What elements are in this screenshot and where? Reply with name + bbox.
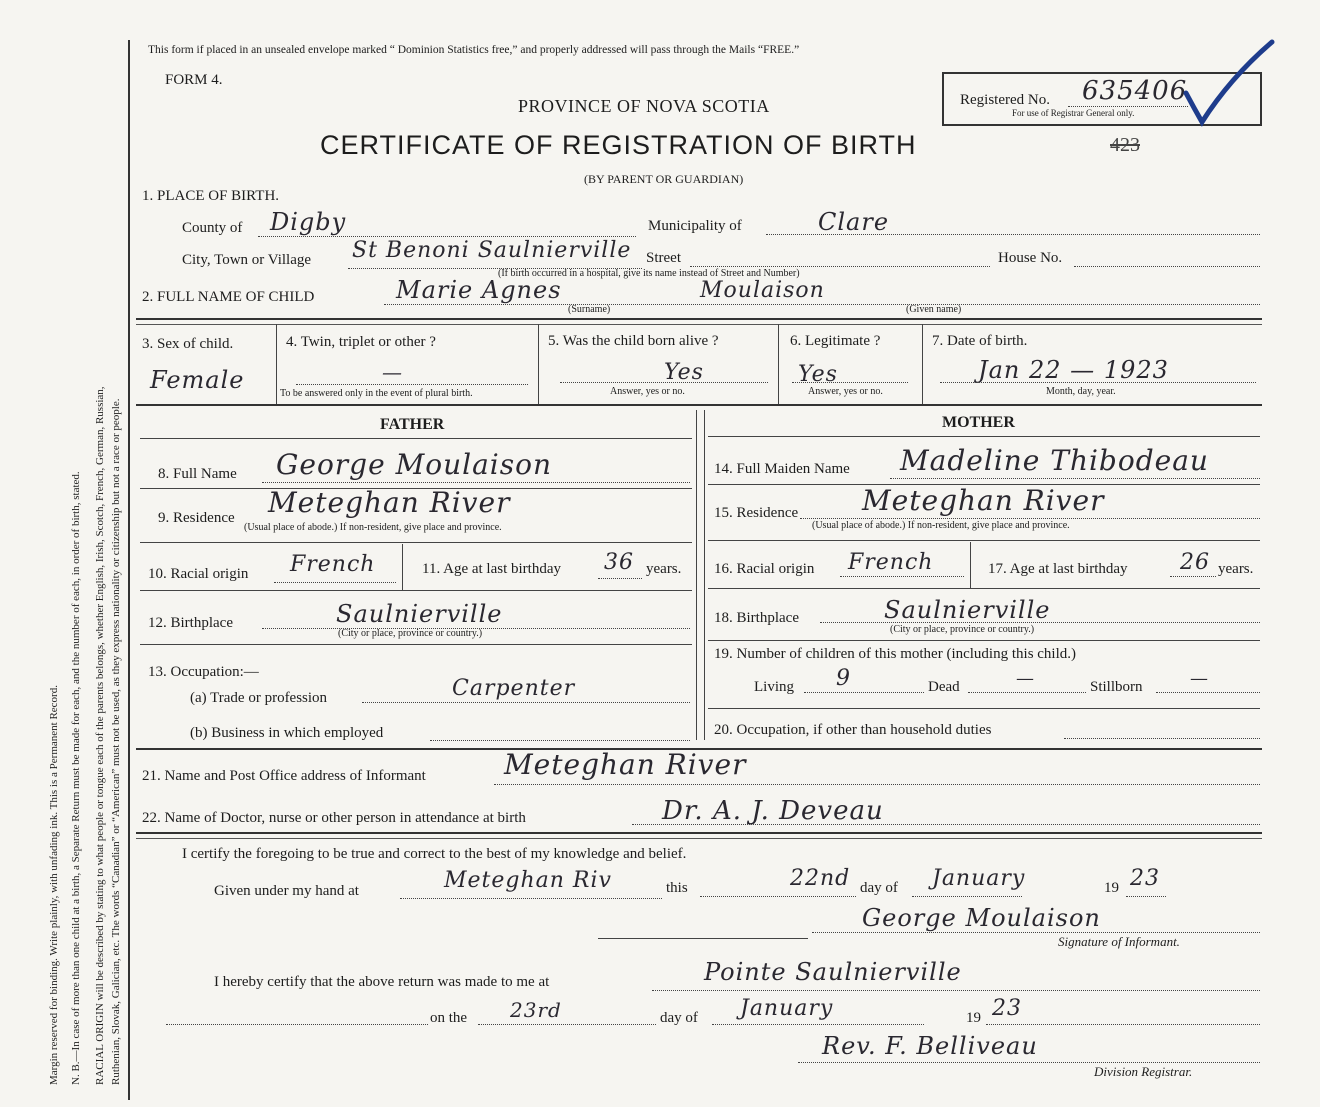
informant-signature-label: Signature of Informant. [1058,934,1180,949]
father-residence-label: 9. Residence [158,510,235,526]
informant-label: 21. Name and Post Office address of Informant [142,768,426,784]
mother-residence-value: Meteghan River [862,484,1105,517]
page-subtitle: (BY PARENT OR GUARDIAN) [584,172,744,186]
certify-place: Meteghan Riv [444,868,612,893]
place-of-birth-label: 1. PLACE OF BIRTH. [142,188,280,204]
street-note: (If birth occurred in a hospital, give its name instead of Street and Number) [498,268,800,279]
page-title: CERTIFICATE OF REGISTRATION OF BIRTH [320,130,917,160]
father-occupation-label: 13. Occupation:— [148,664,259,680]
registrar-signature: Rev. F. Belliveau [822,1032,1038,1060]
municipality-label: Municipality of [648,218,742,234]
city-value: St Benoni Saulnierville [352,238,632,263]
city-label: City, Town or Village [182,252,312,268]
day-of-label: day of [860,880,898,896]
dob-note: Month, day, year. [1046,386,1116,397]
informant-value: Meteghan River [504,748,747,781]
this-label: this [666,880,688,896]
father-age-label: 11. Age at last birthday [422,561,561,577]
mother-birthplace-value: Saulnierville [884,596,1051,624]
mother-age-value: 26 [1180,550,1210,575]
twin-label: 4. Twin, triplet or other ? [286,334,436,350]
father-name-label: 8. Full Name [158,466,237,482]
alive-value: Yes [664,360,704,385]
father-residence-note: (Usual place of abode.) If non-resident, give place and province. [244,522,502,533]
father-racial-value: French [290,552,376,577]
father-birthplace-note: (City or place, province or country.) [338,628,483,639]
mother-years-label: years. [1218,561,1254,577]
father-business-label: (b) Business in which employed [190,725,384,741]
informant-signature: George Moulaison [862,904,1101,932]
house-label: House No. [998,250,1063,266]
father-trade-label: (a) Trade or profession [190,690,328,706]
mother-heading: MOTHER [942,414,1015,431]
mother-name-label: 14. Full Maiden Name [714,461,850,477]
stillborn-label: Stillborn [1090,679,1143,695]
twin-value: — [382,360,403,384]
living-value: 9 [836,666,851,691]
margin-note-racial-origin-cont: Ruthenian, Slovak, Galician, etc. The words “Canadian” or “American” must not be used, as they express nationality or citizenship but not a race or people. [110,398,122,1085]
registered-label: Registered No. [960,92,1050,108]
mother-children-label: 19. Number of children of this mother (including this child.) [714,646,1077,662]
struck-number: 423 [1110,134,1140,156]
registrar-note: For use of Registrar General only. [1012,108,1135,118]
registrar-year-suffix: 23 [992,996,1022,1021]
mother-occupation-label: 20. Occupation, if other than household duties [714,722,992,738]
child-given-name: Marie Agnes [396,276,562,304]
municipality-value: Clare [818,208,890,236]
father-years-label: years. [646,561,682,577]
father-residence-value: Meteghan River [268,486,511,519]
father-racial-label: 10. Racial origin [148,566,249,582]
street-label: Street [646,250,681,266]
registrar-month: January [740,996,834,1021]
mother-racial-value: French [848,550,934,575]
registrar-signature-label: Division Registrar. [1094,1064,1193,1079]
father-birthplace-label: 12. Birthplace [148,615,233,631]
registrar-statement: I hereby certify that the above return was made to me at [214,974,550,990]
certify-statement: I certify the foregoing to be true and correct to the best of my knowledge and belief. [182,846,687,862]
mother-name-value: Madeline Thibodeau [900,444,1209,477]
certify-month: January [932,866,1026,891]
mother-birthplace-note: (City or place, province or country.) [890,624,1035,635]
dob-label: 7. Date of birth. [932,333,1028,349]
father-trade-value: Carpenter [452,676,576,701]
child-name-label: 2. FULL NAME OF CHILD [142,289,315,305]
dead-label: Dead [928,679,960,695]
twin-note: To be answered only in the event of plural birth. [280,388,473,399]
county-value: Digby [270,208,347,236]
certify-year-prefix: 19 [1104,880,1119,896]
father-birthplace-value: Saulnierville [336,600,503,628]
alive-note: Answer, yes or no. [610,386,685,397]
margin-note-binding: Margin reserved for binding. Write plainly, with unfading ink. This is a Permanent Record. [48,685,60,1085]
given-name-note: (Given name) [906,304,962,315]
legitimate-label: 6. Legitimate ? [790,333,881,349]
mail-note: This form if placed in an unsealed envelope marked “ Dominion Statistics free,” and properly addressed will pass through the Mails “FREE.” [148,44,800,56]
registered-number: 635406 [1082,76,1188,106]
checkmark-icon [1180,38,1280,128]
registrar-year-prefix: 19 [966,1010,981,1026]
mother-residence-label: 15. Residence [714,505,799,521]
father-age-value: 36 [604,550,634,575]
registrar-day-of-label: day of [660,1010,698,1026]
certify-year-suffix: 23 [1130,866,1160,891]
given-under-label: Given under my hand at [214,883,359,899]
child-surname: Moulaison [700,278,825,303]
mother-racial-label: 16. Racial origin [714,561,815,577]
sex-label: 3. Sex of child. [142,336,234,352]
stillborn-value: — [1190,668,1209,689]
sex-value: Female [150,366,245,394]
father-heading: FATHER [380,416,445,433]
surname-note: (Surname) [568,304,611,315]
mother-residence-note: (Usual place of abode.) If non-resident, give place and province. [812,520,1070,531]
doctor-value: Dr. A. J. Deveau [662,796,884,826]
legitimate-note: Answer, yes or no. [808,386,883,397]
registrar-day: 23rd [510,998,562,1022]
binding-margin-line [128,40,130,1100]
county-label: County of [182,220,243,236]
province-heading: PROVINCE OF NOVA SCOTIA [518,96,770,116]
legitimate-value: Yes [798,362,838,387]
margin-note-racial-origin: RACIAL ORIGIN will be described by stating to what people or tongue each of the parents belongs, whether English, Irish, Scotch, French, German, Russian, [94,386,106,1085]
certify-day: 22nd [790,866,851,891]
dead-value: — [1016,668,1035,689]
doctor-label: 22. Name of Doctor, nurse or other person in attendance at birth [142,810,526,826]
living-label: Living [754,679,794,695]
margin-note-multiple-births: N. B.—In case of more than one child at a birth, a Separate Return must be made for each, and the number of each, in order of birth, stated. [70,471,82,1085]
father-name-value: George Moulaison [276,448,552,481]
dob-value: Jan 22 — 1923 [978,356,1169,384]
form-number: FORM 4. [165,72,223,88]
on-the-label: on the [430,1010,468,1026]
registrar-place: Pointe Saulnierville [704,958,962,986]
mother-age-label: 17. Age at last birthday [988,561,1128,577]
alive-label: 5. Was the child born alive ? [548,333,719,349]
mother-birthplace-label: 18. Birthplace [714,610,799,626]
